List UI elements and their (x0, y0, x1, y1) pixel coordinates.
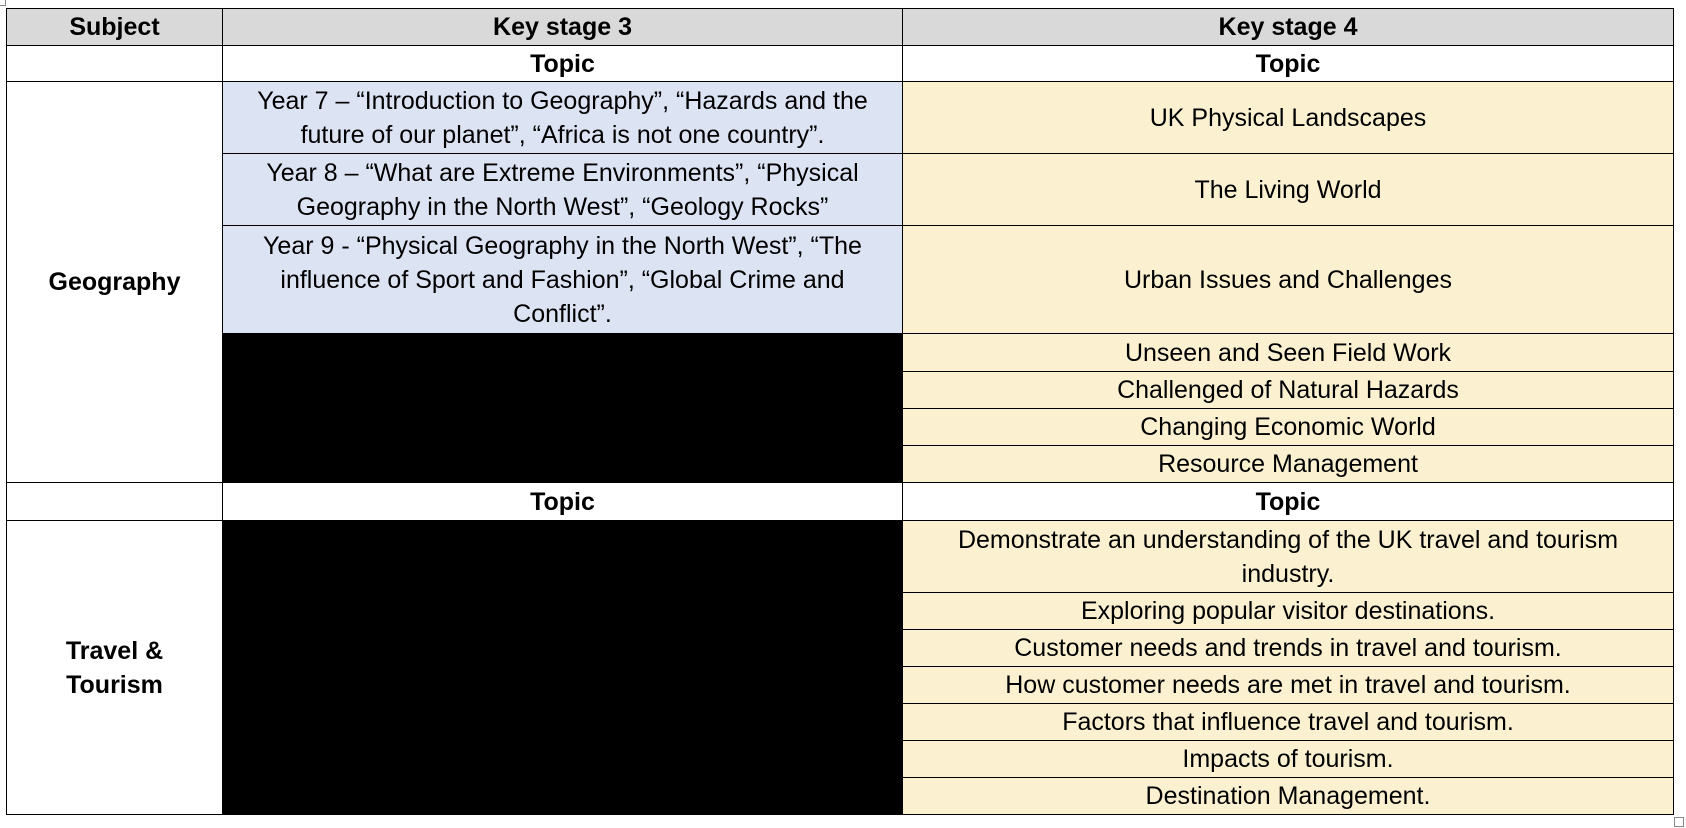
table-row (7, 521, 1674, 593)
empty-cell (7, 46, 223, 82)
ks4-topic: Exploring popular visitor destinations. (903, 593, 1674, 630)
ks4-topic: Changing Economic World (903, 409, 1674, 446)
subject-travel-tourism: Travel & Tourism (7, 521, 223, 815)
redacted-block (223, 521, 903, 815)
topic-label-ks4: Topic (903, 46, 1674, 82)
empty-cell (7, 483, 223, 521)
ks4-topic: The Living World (903, 154, 1674, 226)
table-row (7, 226, 1674, 334)
table-resize-handle[interactable] (1674, 817, 1684, 827)
ks3-year-9: Year 9 - “Physical Geography in the North West”, “The influence of Sport and Fashion”, “Global Crime and Conflict”. (223, 226, 903, 334)
table-move-handle[interactable] (0, 0, 6, 6)
topic-label-ks4: Topic (903, 483, 1674, 521)
ks3-year-7: Year 7 – “Introduction to Geography”, “Hazards and the future of our planet”, “Africa is not one country”. (223, 82, 903, 154)
table-row (7, 82, 1674, 154)
ks4-topic: Resource Management (903, 446, 1674, 483)
subject-geography: Geography (7, 82, 223, 483)
topic-label-ks3: Topic (223, 483, 903, 521)
header-key-stage-3: Key stage 3 (223, 9, 903, 46)
topic-row-travel (7, 483, 1674, 521)
redacted-block (223, 334, 903, 483)
ks4-topic: Impacts of tourism. (903, 741, 1674, 778)
curriculum-table (6, 8, 1674, 815)
topic-label-ks3: Topic (223, 46, 903, 82)
topic-row-geography (7, 46, 1674, 82)
ks3-year-8: Year 8 – “What are Extreme Environments”, “Physical Geography in the North West”, “Geology Rocks” (223, 154, 903, 226)
ks4-topic: Challenged of Natural Hazards (903, 372, 1674, 409)
ks4-topic: Destination Management. (903, 778, 1674, 815)
header-key-stage-4: Key stage 4 (903, 9, 1674, 46)
ks4-topic: How customer needs are met in travel and tourism. (903, 667, 1674, 704)
ks4-topic: Customer needs and trends in travel and tourism. (903, 630, 1674, 667)
ks4-topic: Demonstrate an understanding of the UK travel and tourism industry. (903, 521, 1674, 593)
header-row (7, 9, 1674, 46)
table-row (7, 334, 1674, 372)
ks4-topic: UK Physical Landscapes (903, 82, 1674, 154)
ks4-topic: Unseen and Seen Field Work (903, 334, 1674, 372)
table-row (7, 154, 1674, 226)
header-subject: Subject (7, 9, 223, 46)
ks4-topic: Factors that influence travel and tourism. (903, 704, 1674, 741)
ks4-topic: Urban Issues and Challenges (903, 226, 1674, 334)
